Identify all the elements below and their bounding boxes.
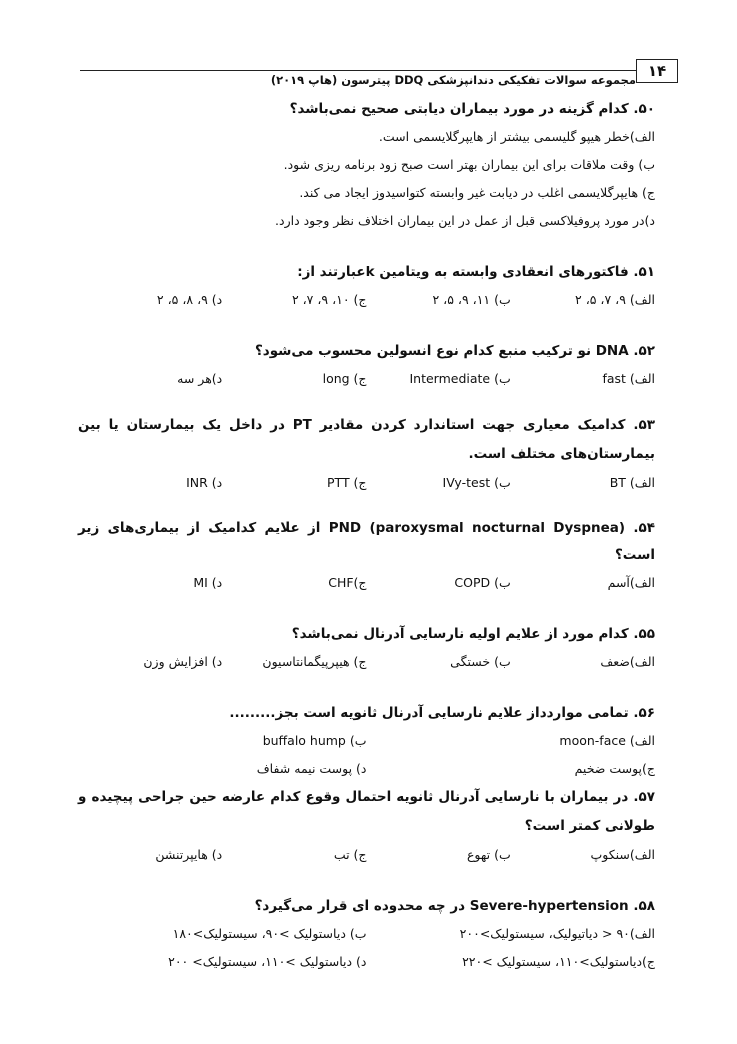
option-d: د) دیاستولیک >۱۱۰، سیستولیک> ۲۰۰ xyxy=(168,954,367,969)
option-a: الف)آسم xyxy=(607,575,655,590)
question-title: ۵۳. کدامیک معیاری جهت استاندارد کردن مقادیر PT در داخل یک بیمارستان یا بین بیمارستان‌های مختلف است. xyxy=(78,417,655,462)
option-c: ج) هیپرپیگمانتاسیون xyxy=(262,654,367,669)
page-number: ۱۴ xyxy=(636,59,678,83)
question-title: ۵۴. PND (paroxysmal nocturnal Dyspnea) از علایم کدامیک از بیماری‌های زیر است؟ xyxy=(78,520,655,563)
options-row xyxy=(78,469,655,497)
option-a: الف) moon-face xyxy=(559,733,655,748)
option-b: ب) دیاستولیک >۹۰، سیستولیک>۱۸۰ xyxy=(172,926,367,941)
options-row xyxy=(78,948,655,976)
options-row xyxy=(78,727,655,755)
question-title: ۵۵. کدام مورد از علایم اولیه نارسایی آدرنال نمی‌باشد؟ xyxy=(291,626,655,642)
options-row xyxy=(78,920,655,948)
running-header-title: مجموعه سوالات تفکیکی دندانپزشکی DDQ پیترسون (هاپ ۲۰۱۹) xyxy=(270,73,636,87)
option-d: د) پوست نیمه شفاف xyxy=(256,761,367,776)
option-c: ج)CHF xyxy=(328,575,367,590)
option-d: د) هایپرتنشن xyxy=(155,847,223,862)
question-55 xyxy=(78,621,655,676)
option-d: د) INR xyxy=(186,475,223,490)
question-53 xyxy=(78,411,655,497)
question-50 xyxy=(78,96,655,235)
header-divider xyxy=(80,70,637,71)
question-56 xyxy=(78,700,655,783)
option-d: د)هر سه xyxy=(177,371,223,386)
option-c: ج) هایپرگلایسمی اغلب در دیابت غیر وابسته کتواسیدوز ایجاد می کند. xyxy=(299,185,655,200)
option-d: د) افزایش وزن xyxy=(143,654,223,669)
option-d: د) MI xyxy=(193,575,223,590)
option-d: د) ۹، ۸، ۵، ۲ xyxy=(156,292,223,307)
options-row xyxy=(78,286,655,314)
question-52 xyxy=(78,338,655,393)
question-58 xyxy=(78,893,655,976)
option-d: د)در مورد پروفیلاکسی قبل از عمل در این بیماران اختلاف نظر وجود دارد. xyxy=(275,213,655,228)
option-b: ب) COPD xyxy=(454,575,511,590)
question-title: ۵۶. تمامی مواردداز علایم نارسایی آدرنال ثانویه است بجز......... xyxy=(229,705,655,721)
option-a: الف) ۹، ۷، ۵، ۲ xyxy=(575,292,655,307)
options-row xyxy=(78,569,655,597)
option-a: الف) BT xyxy=(609,475,655,490)
option-c: ج) تب xyxy=(333,847,367,862)
options-row xyxy=(78,648,655,676)
option-b: ب) ۱۱، ۹، ۵، ۲ xyxy=(432,292,511,307)
options-row xyxy=(78,755,655,783)
option-b: ب) خستگی xyxy=(450,654,511,669)
option-b: ب) وقت ملاقات برای این بیماران بهتر است صبح زود برنامه ریزی شود. xyxy=(283,157,655,172)
question-title: ۵۲. DNA نو ترکیب منبع کدام نوع انسولین محسوب می‌شود؟ xyxy=(254,343,655,359)
option-b: ب) Intermediate xyxy=(409,371,511,386)
option-b: ب) تهوع xyxy=(466,847,511,862)
option-a: الف) fast xyxy=(602,371,655,386)
option-c: ج) PTT xyxy=(326,475,367,490)
question-57 xyxy=(78,783,655,869)
question-54 xyxy=(78,515,655,597)
option-a: الف)۹۰ < دیاتیولیک، سیستولیک>۲۰۰ xyxy=(459,926,655,941)
option-b: ب) buffalo hump xyxy=(262,733,367,748)
option-c: ج)دیاستولیک>۱۱۰، سیستولیک >۲۲۰ xyxy=(462,954,655,969)
option-b: ب) IVy-test xyxy=(442,475,511,490)
question-title: ۵۷. در بیماران با نارسایی آدرنال ثانویه احتمال وقوع کدام عارضه حین جراحی پیچیده و طولانی کمتر است؟ xyxy=(78,789,655,834)
option-a: الف)ضعف xyxy=(600,654,655,669)
question-title: ۵۱. فاکتورهای انعقادی وابسته به ویتامین kعبارتند از: xyxy=(297,264,655,280)
option-c: ج) long xyxy=(322,371,367,386)
question-title: ۵۰. کدام گزینه در مورد بیماران دیابتی صحیح نمی‌باشد؟ xyxy=(289,101,655,117)
option-a: الف)خطر هیپو گلیسمی بیشتر از هایپرگلایسمی است. xyxy=(378,129,655,144)
option-c: ج) ۱۰، ۹، ۷، ۲ xyxy=(291,292,367,307)
option-c: ج)پوست ضخیم xyxy=(574,761,655,776)
question-title: ۵۸. Severe-hypertension در چه محدوده ای قرار می‌گیرد؟ xyxy=(254,898,655,914)
option-a: الف)سنکوپ xyxy=(590,847,655,862)
options-row xyxy=(78,365,655,393)
options-row xyxy=(78,841,655,869)
question-51 xyxy=(78,259,655,314)
question-list xyxy=(78,96,655,976)
